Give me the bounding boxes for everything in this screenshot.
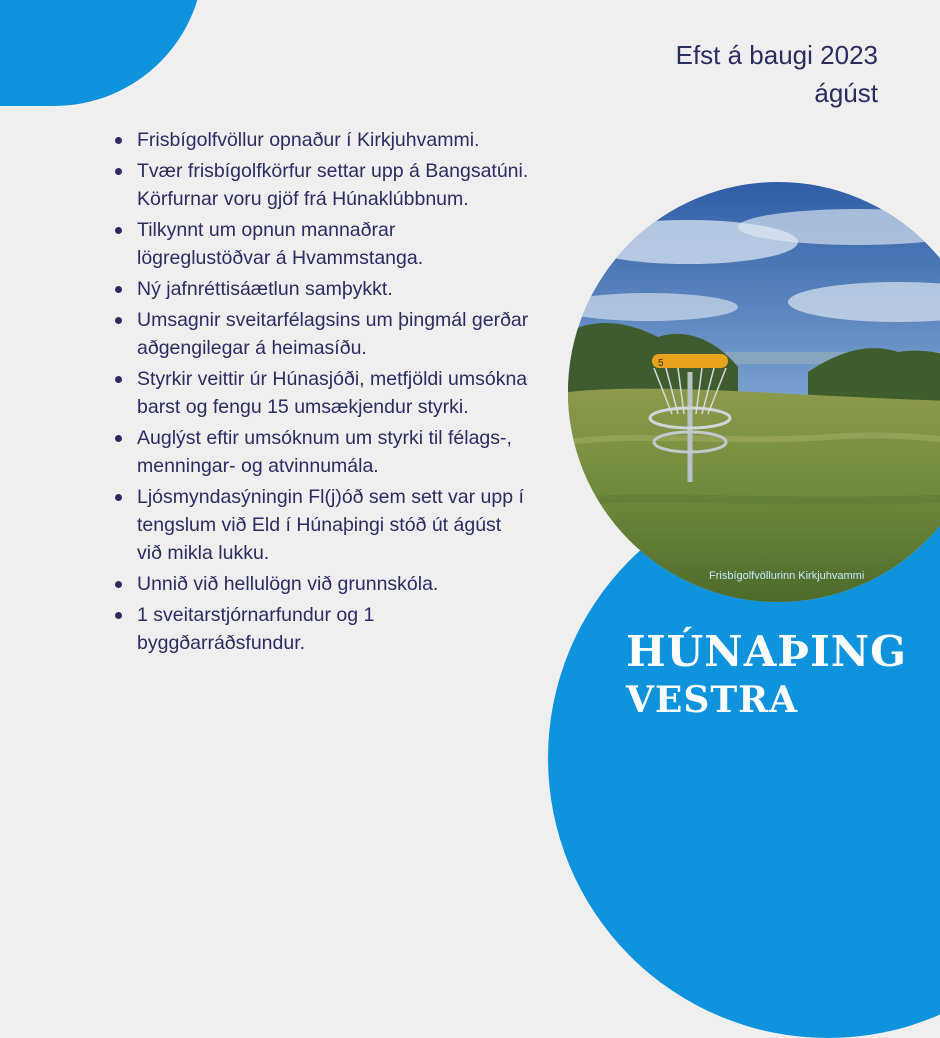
decorative-blob-top-left: [0, 0, 204, 106]
list-item: Tvær frisbígolfkörfur settar upp á Bangsatúni. Körfurnar voru gjöf frá Húnaklúbbnum.: [110, 157, 530, 213]
list-item: Styrkir veittir úr Húnasjóði, metfjöldi umsókna barst og fengu 15 umsækjendur styrki.: [110, 365, 530, 421]
basket-number: 5: [658, 358, 664, 369]
list-item: Umsagnir sveitarfélagsins um þingmál gerðar aðgengilegar á heimasíðu.: [110, 306, 530, 362]
news-list: [110, 126, 530, 660]
photo-caption: Frisbígolfvöllurinn Kirkjuhvammi: [709, 570, 865, 582]
brand-line1: HÚNAÞING: [626, 627, 907, 676]
page-header: [676, 36, 878, 112]
list-item: Unnið við hellulögn við grunnskóla.: [110, 570, 530, 598]
list-item: Tilkynnt um opnun mannaðrar lögreglustöðvar á Hvammstanga.: [110, 216, 530, 272]
header-title: Efst á baugi 2023: [675, 40, 878, 70]
list-item: Ljósmyndasýningin Fl(j)óð sem sett var upp í tengslum við Eld í Húnaþingi stóð út ágúst við mikla lukku.: [110, 483, 530, 567]
header-month: ágúst: [814, 78, 878, 108]
disc-golf-photo: [568, 182, 940, 602]
list-item: Frisbígolfvöllur opnaður í Kirkjuhvammi.: [110, 126, 530, 154]
list-item: 1 sveitarstjórnarfundur og 1 byggðarráðsfundur.: [110, 601, 530, 657]
list-item: Auglýst eftir umsóknum um styrki til félags-, menningar- og atvinnumála.: [110, 424, 530, 480]
list-item: Ný jafnréttisáætlun samþykkt.: [110, 275, 530, 303]
brand-logo: [626, 628, 907, 724]
brand-line2: VESTRA: [626, 679, 799, 721]
